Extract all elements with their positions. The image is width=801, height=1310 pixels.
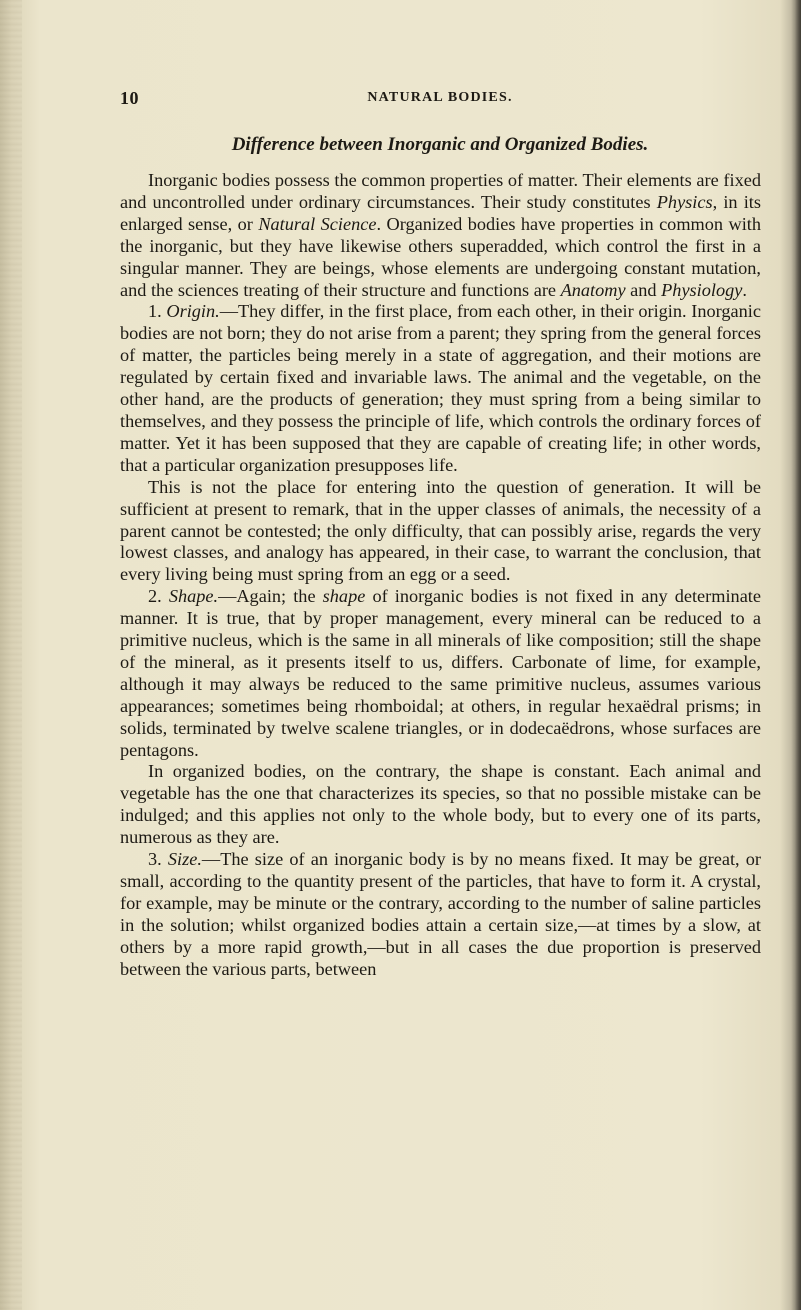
item-number: 3. — [148, 849, 168, 870]
page-number: 10 — [120, 88, 139, 108]
item-label-size: Size. — [167, 849, 202, 870]
text-run: Inorganic bodies possess the common properties of matter. Their elements are fixed and uncontrolled under ordinary circumstances. Their study constitutes — [120, 170, 761, 212]
italic-term-anatomy: Anatomy — [560, 279, 626, 300]
paragraph-origin — [120, 301, 761, 476]
text-run: . Organized bodies have properties in common with the inorganic, but they have likewise others superadded, which control the first in a singular manner. They are beings, whose elements are undergoing constant mutation, and the sciences treating of their structure and functions are — [120, 213, 761, 300]
paragraph-intro — [120, 170, 761, 301]
italic-term-physiology: Physiology — [661, 279, 743, 300]
running-head — [120, 88, 760, 112]
text-run: . — [742, 279, 747, 300]
item-number: 2. — [148, 586, 169, 607]
text-run: —Again; the — [218, 586, 323, 607]
text-run: of inorganic bodies is not fixed in any determinate manner. It is true, that by proper management, every mineral can be reduced to a primitive nucleus, which is the same in all minerals of like composition; still the shape of the mineral, as it presents itself to us, differs. Carbonate of lime, for example, although it may always be reduced to the same primitive nucleus, assumes various appearances; sometimes being rhomboidal; at others, in regular hexaëdral prisms; in solids, terminated by twelve scalene triangles, or in dodecaëdrons, whose surfaces are pentagons. — [120, 586, 762, 760]
running-head-title: NATURAL BODIES. — [367, 90, 513, 105]
text-run: , in its enlarged sense, or — [120, 191, 761, 234]
paragraph-shape — [120, 586, 761, 761]
paragraph-generation: This is not the place for entering into the question of generation. It will be sufficient at present to remark, that in the upper classes of animals, the necessity of a parent cannot be contested; the only difficulty, that can possibly arise, regards the very lowest classes, and analogy has appeared, in their case, to warrant the conclusion, that every living being must spring from an egg or a seed. — [120, 476, 761, 585]
paragraph-size — [120, 849, 761, 980]
page-edge-shadow — [791, 0, 801, 1310]
body-text — [120, 170, 761, 981]
item-label-origin: Origin. — [166, 301, 220, 322]
text-run: —The size of an inorganic body is by no means fixed. It may be great, or small, according to the quantity present of the particles, that have to form it. A crystal, for example, may be minute or the contrary, according to the number of saline particles in the solution; whilst organized bodies attain a certain size,—at times by a slow, at others by a more rapid growth,—but in all cases the due proportion is preserved between the various parts, between — [120, 849, 761, 979]
text-run: —They differ, in the first place, from each other, in their origin. Inorganic bodies are not born; they do not arise from a parent; they spring from the general forces of matter, the particles being merely in a state of aggregation, and their motions are regulated by certain fixed and invariable laws. The animal and the vegetable, on the other hand, are the products of generation; they must spring from a being similar to themselves, and they possess the principle of life, which controls the ordinary forces of matter. Yet it has been supposed that they are capable of creating life; in other words, that a particular organization presupposes life. — [120, 301, 761, 475]
page-gutter-shadow — [0, 0, 22, 1310]
section-title: Difference between Inorganic and Organized Bodies. — [231, 134, 649, 155]
paragraph-organized-shape: In organized bodies, on the contrary, the shape is constant. Each animal and vegetable has the one that characterizes its species, so that no possible mistake can be indulged; and this applies not only to the whole body, but to every one of its parts, numerous as they are. — [120, 761, 761, 848]
item-number: 1. — [148, 301, 167, 322]
item-label-shape: Shape. — [168, 586, 219, 607]
italic-term-natural-science: Natural Science — [258, 213, 377, 234]
italic-term-physics: Physics — [656, 191, 713, 212]
text-run: and — [625, 279, 662, 300]
italic-term-shape: shape — [322, 586, 366, 607]
